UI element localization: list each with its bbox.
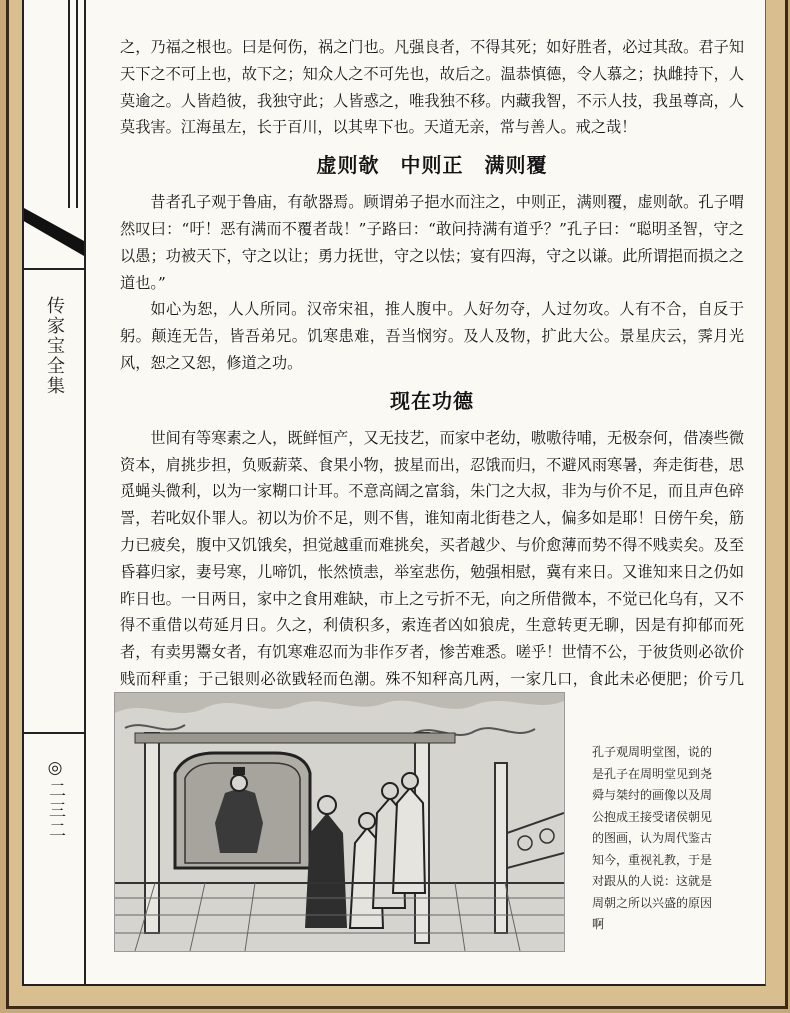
margin-rule: [68, 0, 70, 208]
book-title: 传家宝全集: [44, 296, 65, 396]
margin-ornament: [24, 208, 84, 268]
paragraph: 昔者孔子观于鲁庙，有欹器焉。顾谓弟子挹水而注之，中则正，满则覆，虚则欹。孔子喟然叹曰：“吁！恶有满而不覆者哉！”子路曰：“敢问持满有道乎？”孔子曰：“聪明圣智，守之以愚；功被天下，守之以让；勇力抚世，守之以怯；宴有四海，守之以谦。此所谓挹而损之之道也。”: [120, 193, 744, 292]
paragraph: 之，乃福之根也。曰是何伤，祸之门也。凡强良者，不得其死；如好胜者，必过其敌。君子知天下之不可上也，故下之；知众人之不可先也，故后之。温恭慎德，令人慕之；执雌持下，人莫逾之。人皆趋彼，我独守此；人皆惑之，唯我独不移。内藏我智，不示人技，我虽尊高，人莫我害。江海虽左，长于百川，以其卑下也。天道无亲，常与善人。戒之哉！: [120, 38, 744, 137]
illustration-drawing: [115, 693, 564, 951]
margin-divider: [24, 268, 84, 270]
left-margin: [24, 0, 86, 984]
page-number: ◎二三二: [45, 758, 65, 841]
book-page: [22, 0, 766, 986]
margin-divider: [24, 732, 84, 734]
illustration: [114, 692, 565, 952]
margin-rule: [76, 0, 78, 208]
section-heading: 虚则欹 中则正 满则覆: [316, 153, 548, 178]
figure-caption: 孔子观周明堂图，说的是孔子在周明堂见到尧舜与桀纣的画像以及周公抱成王接受诸侯朝见的图画，认为周代鉴古知今，重视礼教，于是对跟从的人说：这就是周朝之所以兴盛的原因啊: [592, 745, 713, 931]
main-text: [120, 34, 744, 720]
paragraph: 如心为恕，人人所同。汉帝宋祖，推人腹中。人好勿夺，人过勿攻。人有不合，自反于躬。颠连无告，皆吾弟兄。饥寒患难，吾当悯穷。及人及物，扩此大公。景星庆云，霁月光风，恕之又恕，修道之功。: [120, 300, 744, 372]
paragraph: 世间有等寒素之人，既鲜恒产，又无技艺，而家中老幼，嗷嗷待哺，无极奈何，借凑些微资本，肩挑步担，负贩薪菜、食果小物，披星而出，忍饿而归，不避风雨寒暑，奔走街巷，思觅蝇头微利，以为一家糊口计耳。不意高阔之富翁，朱门之大叔，非为与价不足，而且声色碎詈，若叱奴仆罪人。初以为价不足，则不售，谁知南北街巷之人，偏多如是耶！日傍午矣，筋力已疲矣，腹中又饥饿矣，担觉越重而难挑矣，买者越少、与价愈薄而势不得不贱卖矣。及至昏暮归家，妻号寒，儿啼饥，怅然愤恚，举室悲伤，勉强相慰，冀有来日。又谁知来日之仍如昨日也。一日两日，家中之食用难缺，市上之亏折不无，向之所借微本，不觉已化乌有，又不得不重借以苟延月日。久之，利债积多，索连者凶如狼虎，生意转更无聊，因是有抑郁而死者，有卖男鬻女者，有饥寒难忍而为非作歹者，惨苦难悉。嗟乎！世情不公，于彼货则必欲价贱而秤重；于己银则必欲戥轻而色潮。殊不知秤高几两，一家几口，食此未必便肥；价亏几: [120, 428, 744, 688]
section-heading: 现在功德: [390, 388, 474, 413]
